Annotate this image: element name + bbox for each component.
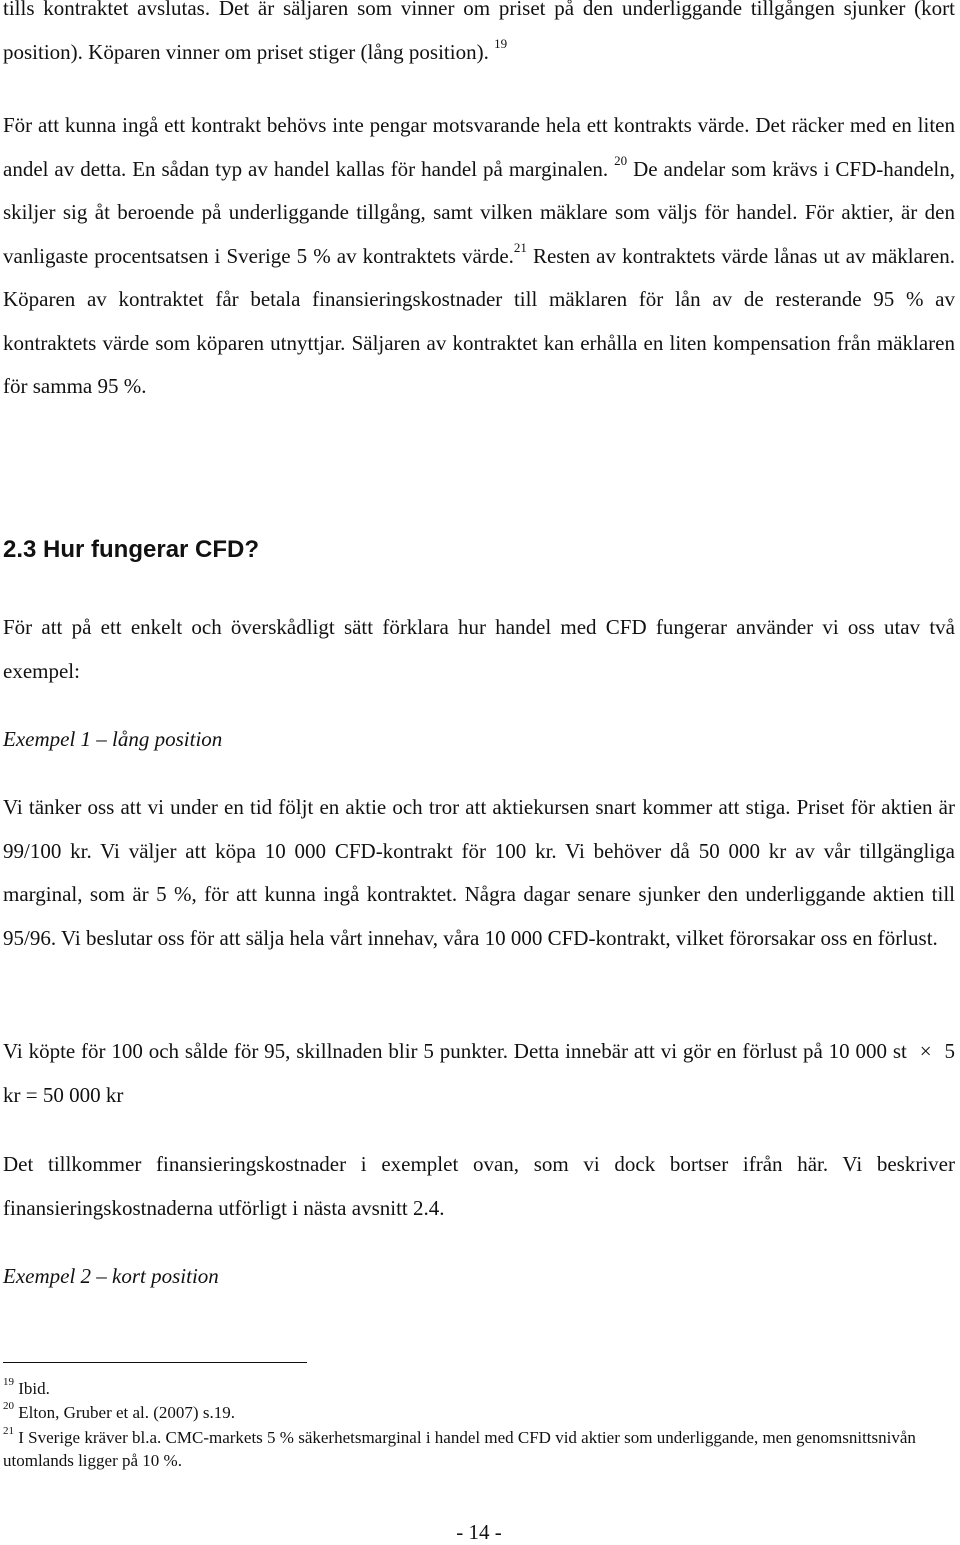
example-title: Exempel 2 – kort position: [3, 1264, 219, 1288]
footnote-number: 20: [3, 1400, 14, 1413]
paragraph-section-intro: [3, 606, 955, 693]
footnote-20: [3, 1401, 955, 1424]
example-1-title: [3, 718, 955, 762]
footnote-separator: [3, 1362, 307, 1363]
example-1-body: [3, 786, 955, 960]
example-title: Exempel 1 – lång position: [3, 727, 223, 751]
footnote-text: Elton, Gruber et al. (2007) s.19.: [18, 1403, 235, 1422]
paragraph-text: Vi köpte för 100 och sålde för 95, skillnaden blir 5 punkter. Detta innebär att vi gör en förlust på 10 000 st: [3, 1039, 907, 1063]
example-2-title: [3, 1255, 955, 1299]
footnote-number: 19: [3, 1376, 14, 1389]
paragraph-text: För att på ett enkelt och överskådligt sätt förklara hur handel med CFD fungerar använder vi oss utav två exempel:: [3, 615, 955, 683]
multiplication-sign: ×: [919, 1039, 932, 1063]
page-number: - 14 -: [456, 1520, 502, 1544]
section-heading: 2.3 Hur fungerar CFD?: [3, 536, 260, 563]
footnote-ref-19: 19: [494, 35, 508, 51]
paragraph-text: De andelar som krävs i CFD-handeln, skiljer sig åt beroende på underliggande tillgång, samt vilken mäklare som väljs för handel. För aktier, är den vanligaste procentsatsen i Sverige 5 % av kontraktets värde.: [3, 156, 955, 268]
footnote-number: 21: [3, 1425, 14, 1438]
footnote-ref-20: 20: [614, 152, 628, 168]
example-1-note: [3, 1143, 955, 1230]
footnote-text: I Sverige kräver bl.a. CMC-markets 5 % säkerhetsmarginal i handel med CFD vid aktier som underliggande, men genomsnittsnivån utomlands ligger på 10 %.: [3, 1428, 916, 1470]
paragraph-intro-positions: [3, 0, 955, 74]
paragraph-text: Resten av kontraktets värde lånas ut av mäklaren. Köparen av kontraktet får betala finansieringskostnader till mäklaren för lån av de resterande 95 % av kontraktets värde som köparen utnyttjar. Säljaren av kontraktet kan erhålla en liten kompensation från mäklaren för samma 95 %.: [3, 243, 955, 398]
paragraph-text: 5 kr = 50 000 kr: [3, 1039, 956, 1107]
paragraph-text: tills kontraktet avslutas. Det är säljaren som vinner om priset på den underliggande tillgången sjunker (kort position). Köparen vinner om priset stiger (lång position).: [3, 0, 955, 64]
footnote-21: [3, 1426, 955, 1472]
footnote-text: Ibid.: [18, 1379, 50, 1398]
footnote-ref-21: 21: [513, 239, 527, 255]
paragraph-text: För att kunna ingå ett kontrakt behövs inte pengar motsvarande hela ett kontrakts värde. Det räcker med en liten andel av detta. En sådan typ av handel kallas för handel på marginalen.: [3, 113, 955, 181]
paragraph-margin: [3, 104, 955, 409]
footnote-19: [3, 1377, 955, 1400]
example-1-calculation: [3, 1030, 955, 1117]
paragraph-text: Vi tänker oss att vi under en tid följt en aktie och tror att aktiekursen snart kommer att stiga. Priset för aktien är 99/100 kr. Vi väljer att köpa 10 000 CFD-kontrakt för 100 kr. Vi behöver då 50 000 kr av vår tillgängliga marginal, som är 5 %, för att kunna ingå kontraktet. Några dagar senare sjunker den underliggande aktien till 95/96. Vi beslutar oss för att sälja hela vårt innehav, våra 10 000 CFD-kontrakt, vilket förorsakar oss en förlust.: [3, 795, 955, 950]
paragraph-text: Det tillkommer finansieringskostnader i exemplet ovan, som vi dock bortser ifrån här. Vi beskriver finansieringskostnaderna utförligt i nästa avsnitt 2.4.: [3, 1152, 955, 1220]
